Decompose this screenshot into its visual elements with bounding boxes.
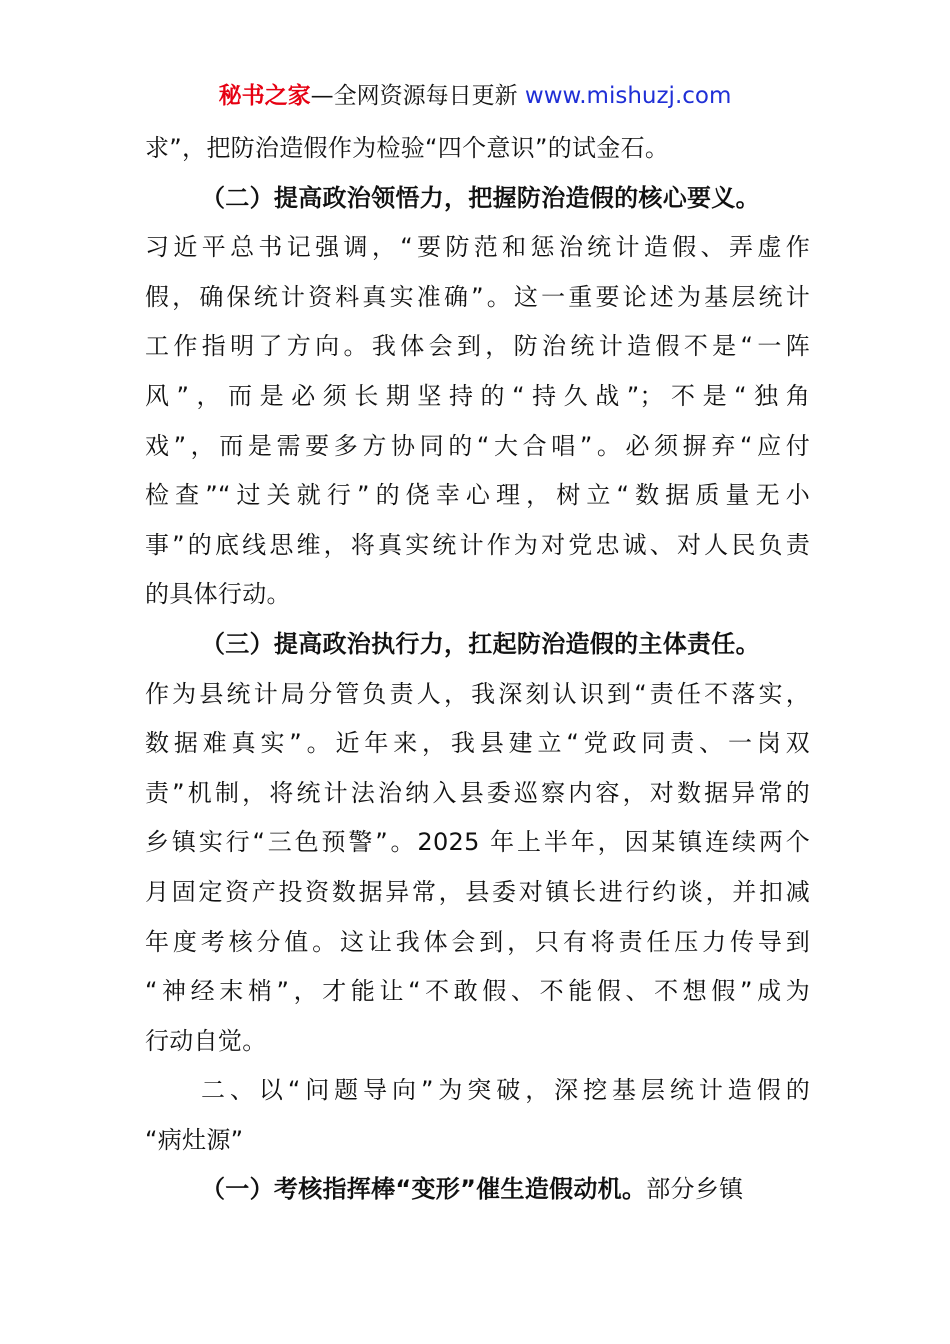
text-line: 检查”“过关就行”的侥幸心理，树立“数据质量无小 bbox=[145, 481, 810, 510]
text-line: 月固定资产投资数据异常，县委对镇长进行约谈，并扣减 bbox=[145, 877, 810, 906]
text-line: 风”，而是必须长期坚持的“持久战”；不是“独角 bbox=[145, 381, 810, 410]
chapter-heading-cont: “病灶源” bbox=[145, 1125, 244, 1154]
text-line: 责”机制，将统计法治纳入县委巡察内容，对数据异常的 bbox=[145, 778, 810, 807]
text-line: 戏”，而是需要多方协同的“大合唱”。必须摒弃“应付 bbox=[145, 431, 810, 460]
text-line: 假，确保统计资料真实准确”。这一重要论述为基层统计 bbox=[145, 282, 810, 311]
subsection-line bbox=[145, 1165, 810, 1215]
text-line: 事”的底线思维，将真实统计作为对党忠诚、对人民负责 bbox=[145, 530, 810, 559]
subsection-text: 部分乡镇 bbox=[646, 1175, 744, 1204]
text-line: 作为县统计局分管负责人，我深刻认识到“责任不落实， bbox=[145, 679, 810, 708]
text-line: 数据难真实”。近年来，我县建立“党政同责、一岗双 bbox=[145, 729, 810, 758]
subsection-heading: （一）考核指挥棒“变形”催生造假动机。 bbox=[201, 1175, 647, 1204]
header-brand: 秘书之家 bbox=[218, 83, 311, 109]
section-heading: （二）提高政治领悟力，把握防治造假的核心要义。 bbox=[201, 183, 760, 212]
header-tagline: —全网资源每日更新 bbox=[310, 83, 525, 109]
text-line: 习近平总书记强调，“要防范和惩治统计造假、弄虚作 bbox=[145, 233, 810, 262]
page-header bbox=[0, 80, 950, 112]
section-heading: （三）提高政治执行力，扛起防治造假的主体责任。 bbox=[201, 629, 760, 658]
text-line: 年度考核分值。这让我体会到，只有将责任压力传导到 bbox=[145, 927, 810, 956]
document-body bbox=[145, 124, 810, 1215]
text-line: 乡镇实行“三色预警”。2025 年上半年，因某镇连续两个 bbox=[145, 828, 810, 857]
text-line: 工作指明了方向。我体会到，防治统计造假不是“一阵 bbox=[145, 332, 810, 361]
text-line: “神经末梢”，才能让“不敢假、不能假、不想假”成为 bbox=[145, 977, 810, 1006]
header-url[interactable]: www.mishuzj.com bbox=[524, 83, 732, 109]
text-line: 的具体行动。 bbox=[145, 580, 291, 609]
chapter-heading: 二、以“问题导向”为突破，深挖基层统计造假的 bbox=[201, 1076, 810, 1105]
text-line: 求”，把防治造假作为检验“四个意识”的试金石。 bbox=[145, 134, 670, 162]
text-line: 行动自觉。 bbox=[145, 1026, 267, 1055]
